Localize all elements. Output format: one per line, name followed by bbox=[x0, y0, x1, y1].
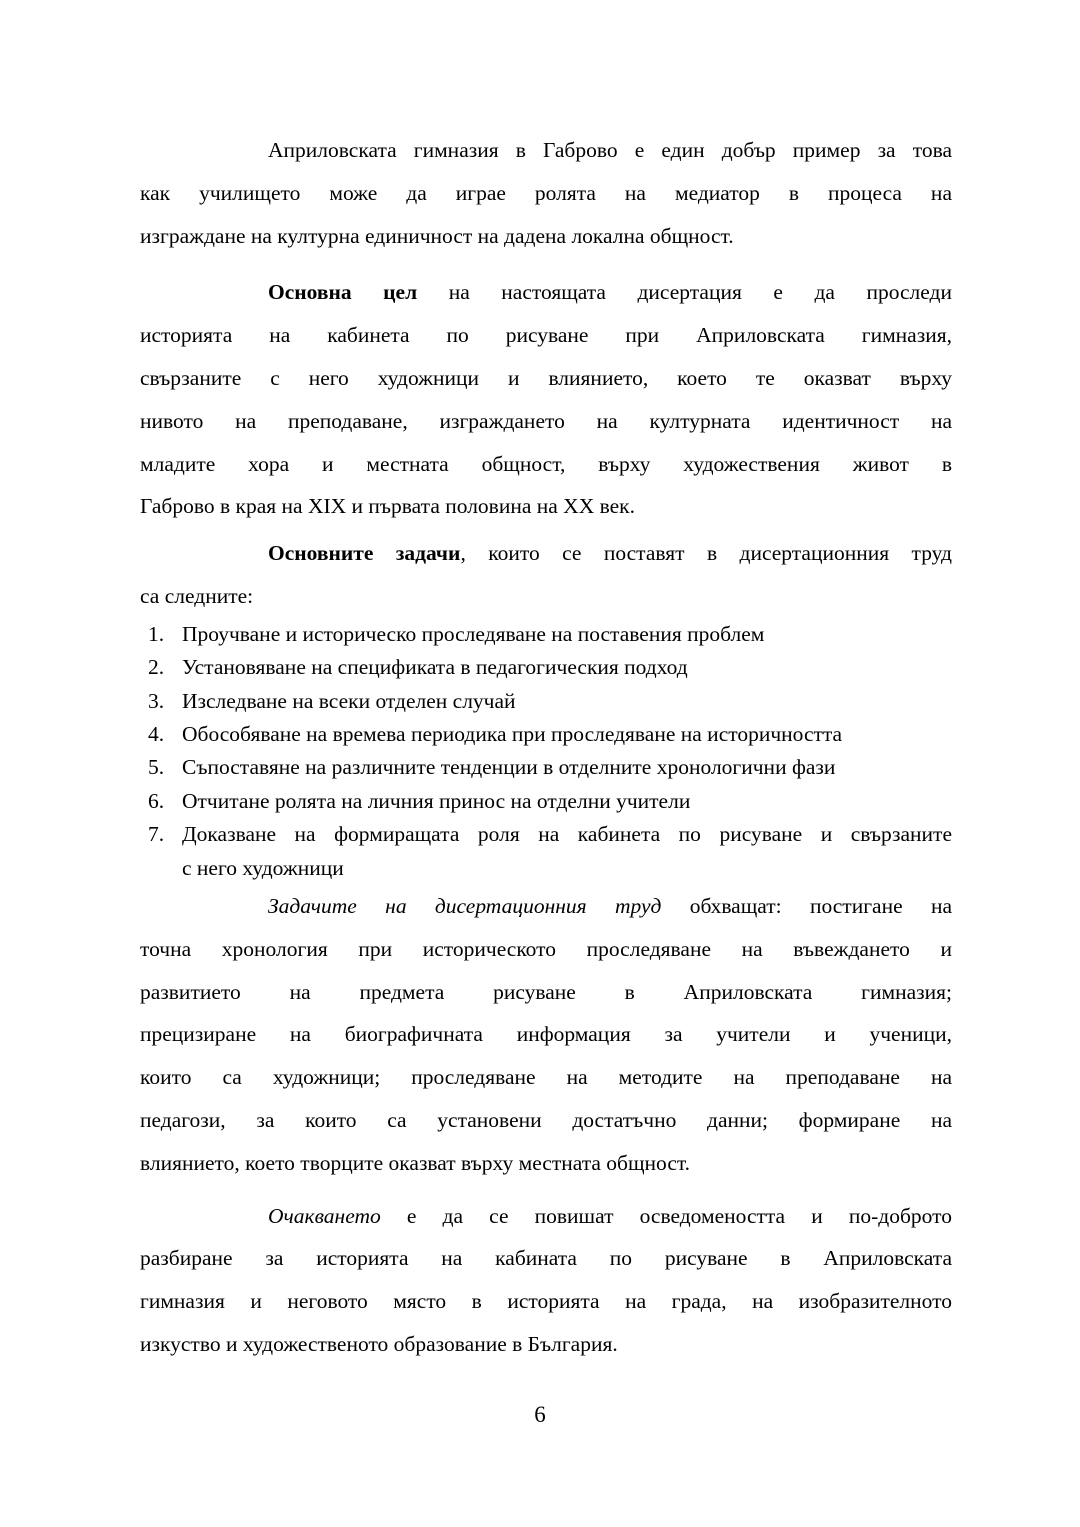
text-line: прецизиране на биографичната информация за учители и ученици, bbox=[140, 1022, 952, 1047]
list-item-7 bbox=[140, 818, 952, 885]
text-line bbox=[140, 1195, 952, 1238]
text-run: на настоящата дисертация е да проследи bbox=[417, 280, 952, 305]
text-line: педагози, за които са установени достатъчно данни; формиране на bbox=[140, 1108, 952, 1132]
page-number: 6 bbox=[534, 1402, 546, 1427]
text-line: гимназия и неговото място в историята на града, на изобразителното bbox=[140, 1289, 952, 1314]
text-line: точна хронология при историческото проследяване на въвеждането и bbox=[140, 936, 952, 961]
text-line: нивото на преподаване, изграждането на културната идентичност на bbox=[140, 408, 952, 433]
list-number: 4. bbox=[148, 721, 165, 746]
text-line bbox=[140, 532, 952, 575]
text-run: е да се повишат осведомеността и по-доброто bbox=[380, 1203, 952, 1228]
text-line: историята на кабинета по рисуване при Априловската гимназия, bbox=[140, 323, 952, 348]
text-line: Габрово в края на XIX и първата половина на XX век. bbox=[140, 494, 636, 519]
paragraph-main-goal bbox=[140, 271, 952, 528]
list-number: 7. bbox=[148, 822, 165, 847]
paragraph-expectation bbox=[140, 1195, 952, 1366]
text-line: Обособяване на времева периодика при проследяване на историчността bbox=[182, 721, 843, 746]
text-line: Отчитане ролята на личния принос на отделни учители bbox=[182, 788, 691, 813]
text-line: изграждане на културна единичност на дадена локална общност. bbox=[140, 223, 734, 248]
paragraph-tasks-heading bbox=[140, 532, 952, 618]
list-number: 2. bbox=[148, 655, 165, 680]
list-number: 1. bbox=[148, 621, 165, 646]
text-line bbox=[140, 885, 952, 928]
paragraph-intro bbox=[140, 129, 952, 257]
text-line: с него художници bbox=[182, 855, 344, 880]
text-line: са следните: bbox=[140, 583, 254, 608]
text-line: Съпоставяне на различните тенденции в отделните хронологични фази bbox=[182, 755, 836, 780]
text-line: влиянието, което творците оказват върху местната общност. bbox=[140, 1150, 691, 1175]
italic-run: Очакването bbox=[268, 1203, 381, 1228]
list-item-4 bbox=[140, 718, 952, 751]
list-item-6 bbox=[140, 785, 952, 818]
text-line: развитието на предмета рисуване в Априловската гимназия; bbox=[140, 979, 952, 1004]
bold-run: Основна цел bbox=[268, 280, 418, 305]
text-line: Изследване на всеки отделен случай bbox=[182, 688, 516, 713]
text-run: , които се поставят в дисертационния труд bbox=[460, 541, 952, 566]
list-item-5 bbox=[140, 751, 952, 784]
bold-run: Основните задачи bbox=[268, 541, 461, 566]
text-line: разбиране за историята на кабината по рисуване в Априловската bbox=[140, 1246, 952, 1271]
list-item-2 bbox=[140, 651, 952, 684]
text-line: Установяване на спецификата в педагогическия подход bbox=[182, 655, 688, 680]
italic-run: Задачите на дисертационния труд bbox=[268, 894, 662, 919]
text-line: Проучване и историческо проследяване на поставения проблем bbox=[182, 621, 765, 646]
list-item-1 bbox=[140, 618, 952, 651]
list-number: 6. bbox=[148, 788, 165, 813]
text-line: които са художници; проследяване на методите на преподаване на bbox=[140, 1065, 952, 1090]
text-line: младите хора и местната общност, върху художествения живот в bbox=[140, 451, 952, 476]
text-run: обхващат: постигане на bbox=[661, 894, 953, 919]
text-line: изкуство и художественото образование в България. bbox=[140, 1331, 618, 1356]
text-block bbox=[140, 129, 952, 1366]
list-item-3 bbox=[140, 685, 952, 718]
list-number: 5. bbox=[148, 755, 165, 780]
text-line bbox=[140, 271, 952, 314]
paragraph-task-details bbox=[140, 885, 952, 1185]
list-number: 3. bbox=[148, 688, 165, 713]
text-line: как училището може да играе ролята на медиатор в процеса на bbox=[140, 180, 952, 205]
text-line: свързаните с него художници и влиянието, което те оказват върху bbox=[140, 365, 952, 390]
text-line: Доказване на формиращата роля на кабинета по рисуване и свързаните bbox=[182, 822, 952, 847]
text-line: Априловската гимназия в Габрово е един добър пример за това bbox=[268, 138, 952, 162]
tasks-list bbox=[140, 618, 952, 885]
